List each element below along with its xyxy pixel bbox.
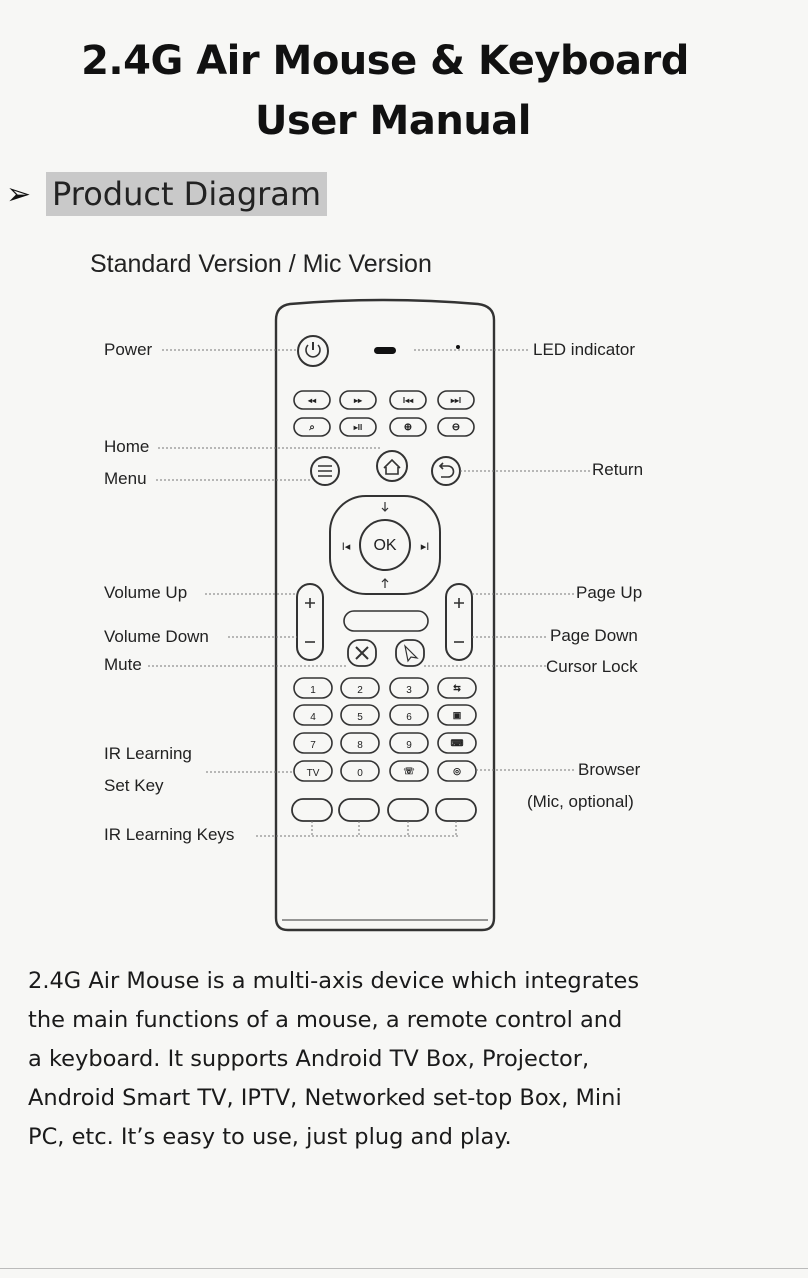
svg-text:◎: ◎: [453, 766, 461, 776]
center-slot: [344, 611, 428, 631]
arrow-bullet-icon: ➢: [6, 177, 32, 211]
label-cursor-lock: Cursor Lock: [546, 657, 638, 676]
ok-label: OK: [373, 537, 397, 554]
label-mute: Mute: [104, 655, 142, 674]
description-line: Android Smart TV, IPTV, Networked set-top Box, Mini: [28, 1085, 622, 1111]
svg-text:☏: ☏: [403, 766, 415, 776]
svg-text:⌕: ⌕: [309, 422, 315, 433]
svg-text:I◂◂: I◂◂: [402, 396, 414, 405]
label-volume-down: Volume Down: [104, 627, 209, 646]
description-paragraph: [28, 962, 768, 1157]
key-8: 8: [357, 740, 363, 751]
description-line: 2.4G Air Mouse is a multi-axis device which integrates: [28, 968, 640, 994]
page-rocker: [446, 584, 472, 660]
label-return: Return: [592, 460, 644, 479]
label-page-down: Page Down: [550, 626, 638, 645]
power-icon: [298, 336, 328, 366]
return-icon: [432, 457, 460, 485]
key-2: 2: [357, 685, 363, 696]
svg-text:▣: ▣: [452, 710, 462, 720]
label-ir-learning-keys: IR Learning Keys: [104, 825, 235, 844]
label-led-indicator: LED indicator: [533, 340, 636, 359]
key-6: 6: [406, 712, 412, 723]
svg-text:◂◂: ◂◂: [307, 396, 317, 405]
page-edge-divider: [0, 1268, 808, 1269]
diagram-subtitle: Standard Version / Mic Version: [90, 250, 432, 278]
key-4: 4: [310, 712, 316, 723]
description-line: a keyboard. It supports Android TV Box, Projector,: [28, 1046, 590, 1072]
label-mic-optional: (Mic, optional): [527, 792, 634, 811]
label-set-key: Set Key: [104, 776, 164, 795]
svg-text:▸▸: ▸▸: [353, 396, 363, 405]
prev-label: I◂: [341, 541, 351, 553]
label-menu: Menu: [104, 469, 147, 488]
key-0: 0: [357, 768, 363, 779]
svg-text:⌨: ⌨: [450, 738, 464, 748]
label-ir-learning: IR Learning: [104, 744, 192, 763]
label-browser: Browser: [578, 760, 641, 779]
key-7: 7: [310, 740, 316, 751]
svg-text:⊖: ⊖: [451, 422, 461, 433]
section-title: Product Diagram: [46, 172, 327, 216]
home-icon: [377, 451, 407, 481]
cursor-lock-icon: [396, 640, 424, 666]
label-home: Home: [104, 437, 150, 456]
description-line: the main functions of a mouse, a remote control and: [28, 1007, 623, 1033]
next-label: ▸I: [420, 541, 430, 553]
svg-text:⇆: ⇆: [453, 683, 461, 693]
ir-keys-leader: [256, 821, 460, 836]
label-volume-up: Volume Up: [104, 583, 188, 602]
svg-text:▸▸I: ▸▸I: [450, 396, 462, 405]
svg-text:⊕: ⊕: [403, 422, 413, 433]
key-5: 5: [357, 712, 363, 723]
led-indicator-icon: [456, 345, 460, 349]
key-3: 3: [406, 685, 412, 696]
page-title-line2: User Manual: [254, 98, 532, 144]
volume-rocker: [297, 584, 323, 660]
key-tv: TV: [306, 768, 320, 779]
page-title-line1: 2.4G Air Mouse & Keyboard: [81, 38, 689, 84]
svg-text:▸II: ▸II: [353, 423, 363, 432]
mic-slot-icon: [374, 347, 396, 354]
key-9: 9: [406, 740, 412, 751]
label-power: Power: [104, 340, 153, 359]
key-1: 1: [310, 685, 316, 696]
description-line: PC, etc. It’s easy to use, just plug and play.: [28, 1124, 512, 1150]
label-page-up: Page Up: [576, 583, 643, 602]
